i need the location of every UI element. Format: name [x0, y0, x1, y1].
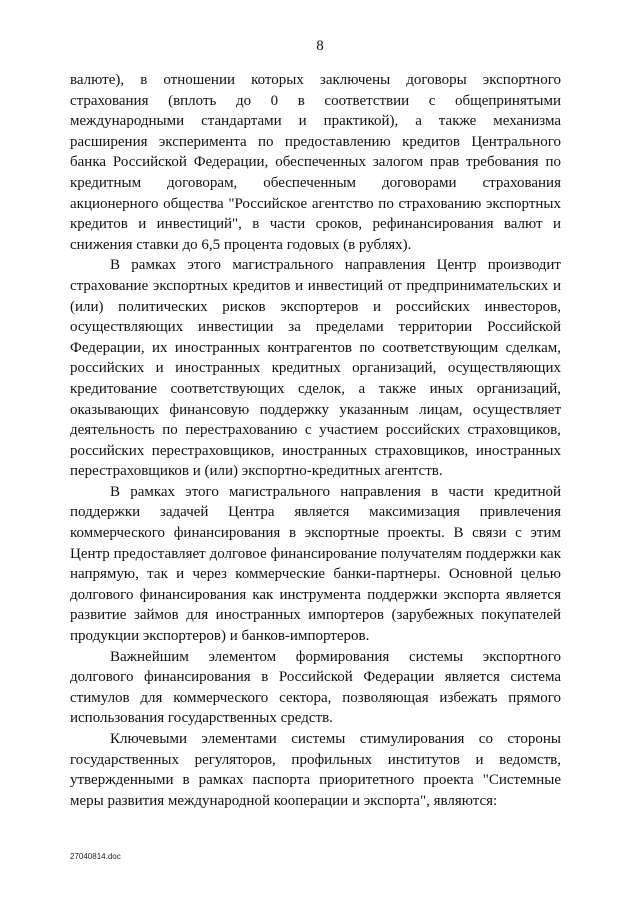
page-number: 8: [316, 38, 324, 54]
document-file-code: 27040814.doc: [70, 852, 121, 861]
paragraph-debt-financing-system: Важнейшим элементом формирования системы экспортного долгового финансирования в Российской Федерации является система стимулов для коммерческого сектора, позволяющая избежать прямого использования государственных средств.: [70, 648, 561, 727]
paragraph-credit-support: В рамках этого магистрального направления в части кредитной поддержки задачей Центра является максимизация привлечения коммерческого финансирования в экспортные проекты. В связи с этим Центр предоставляет долговое финансирование получателям поддержки как напрямую, так и через коммерческие банки-партнеры. Основной целью долгового финансирования как инструмента поддержки экспорта является развитие займов для иностранных импортеров (зарубежных покупателей продукции экспортеров) и банков-импортеров.: [70, 483, 561, 645]
paragraph-key-elements: Ключевыми элементами системы стимулирования со стороны государственных регуляторов, профильных институтов и ведомств, утвержденными в рамках паспорта приоритетного проекта "Системные меры развития международной кооперации и экспорта", являются:: [70, 731, 561, 809]
paragraph-insurance-direction: В рамках этого магистрального направления Центр производит страхование экспортных кредитов и инвестиций от предпринимательских и (или) политических рисков экспортеров и российских инвесторов, осуществляющих инвестиции за пределами территории Российской Федерации, их иностранных контрагентов по соответствующим сделкам, российских и иностранных кредитных организаций, осуществляющих кредитование соответствующих сделок, а также иных организаций, оказывающих финансовую поддержку указанным лицам, осуществляет деятельность по перестрахованию с участием российских страховщиков, российских перестраховщиков, иностранных страховщиков, иностранных перестраховщиков и (или) экспортно-кредитных агентств.: [70, 257, 561, 480]
paragraph-continuation: валюте), в отношении которых заключены договоры экспортного страхования (вплоть до 0 в соответствии с общепринятыми международными стандартами и практикой), а также механизма расширения эксперимента по предоставлению кредитов Центрального банка Российской Федерации, обеспеченных залогом прав требования по кредитным договорам, обеспеченным договорами страхования акционерного общества "Российское агентство по страхованию экспортных кредитов и инвестиций", в части сроков, рефинансирования валют и снижения ставки до 6,5 процента годовых (в рублях).: [70, 72, 561, 253]
document-body: [70, 70, 561, 811]
